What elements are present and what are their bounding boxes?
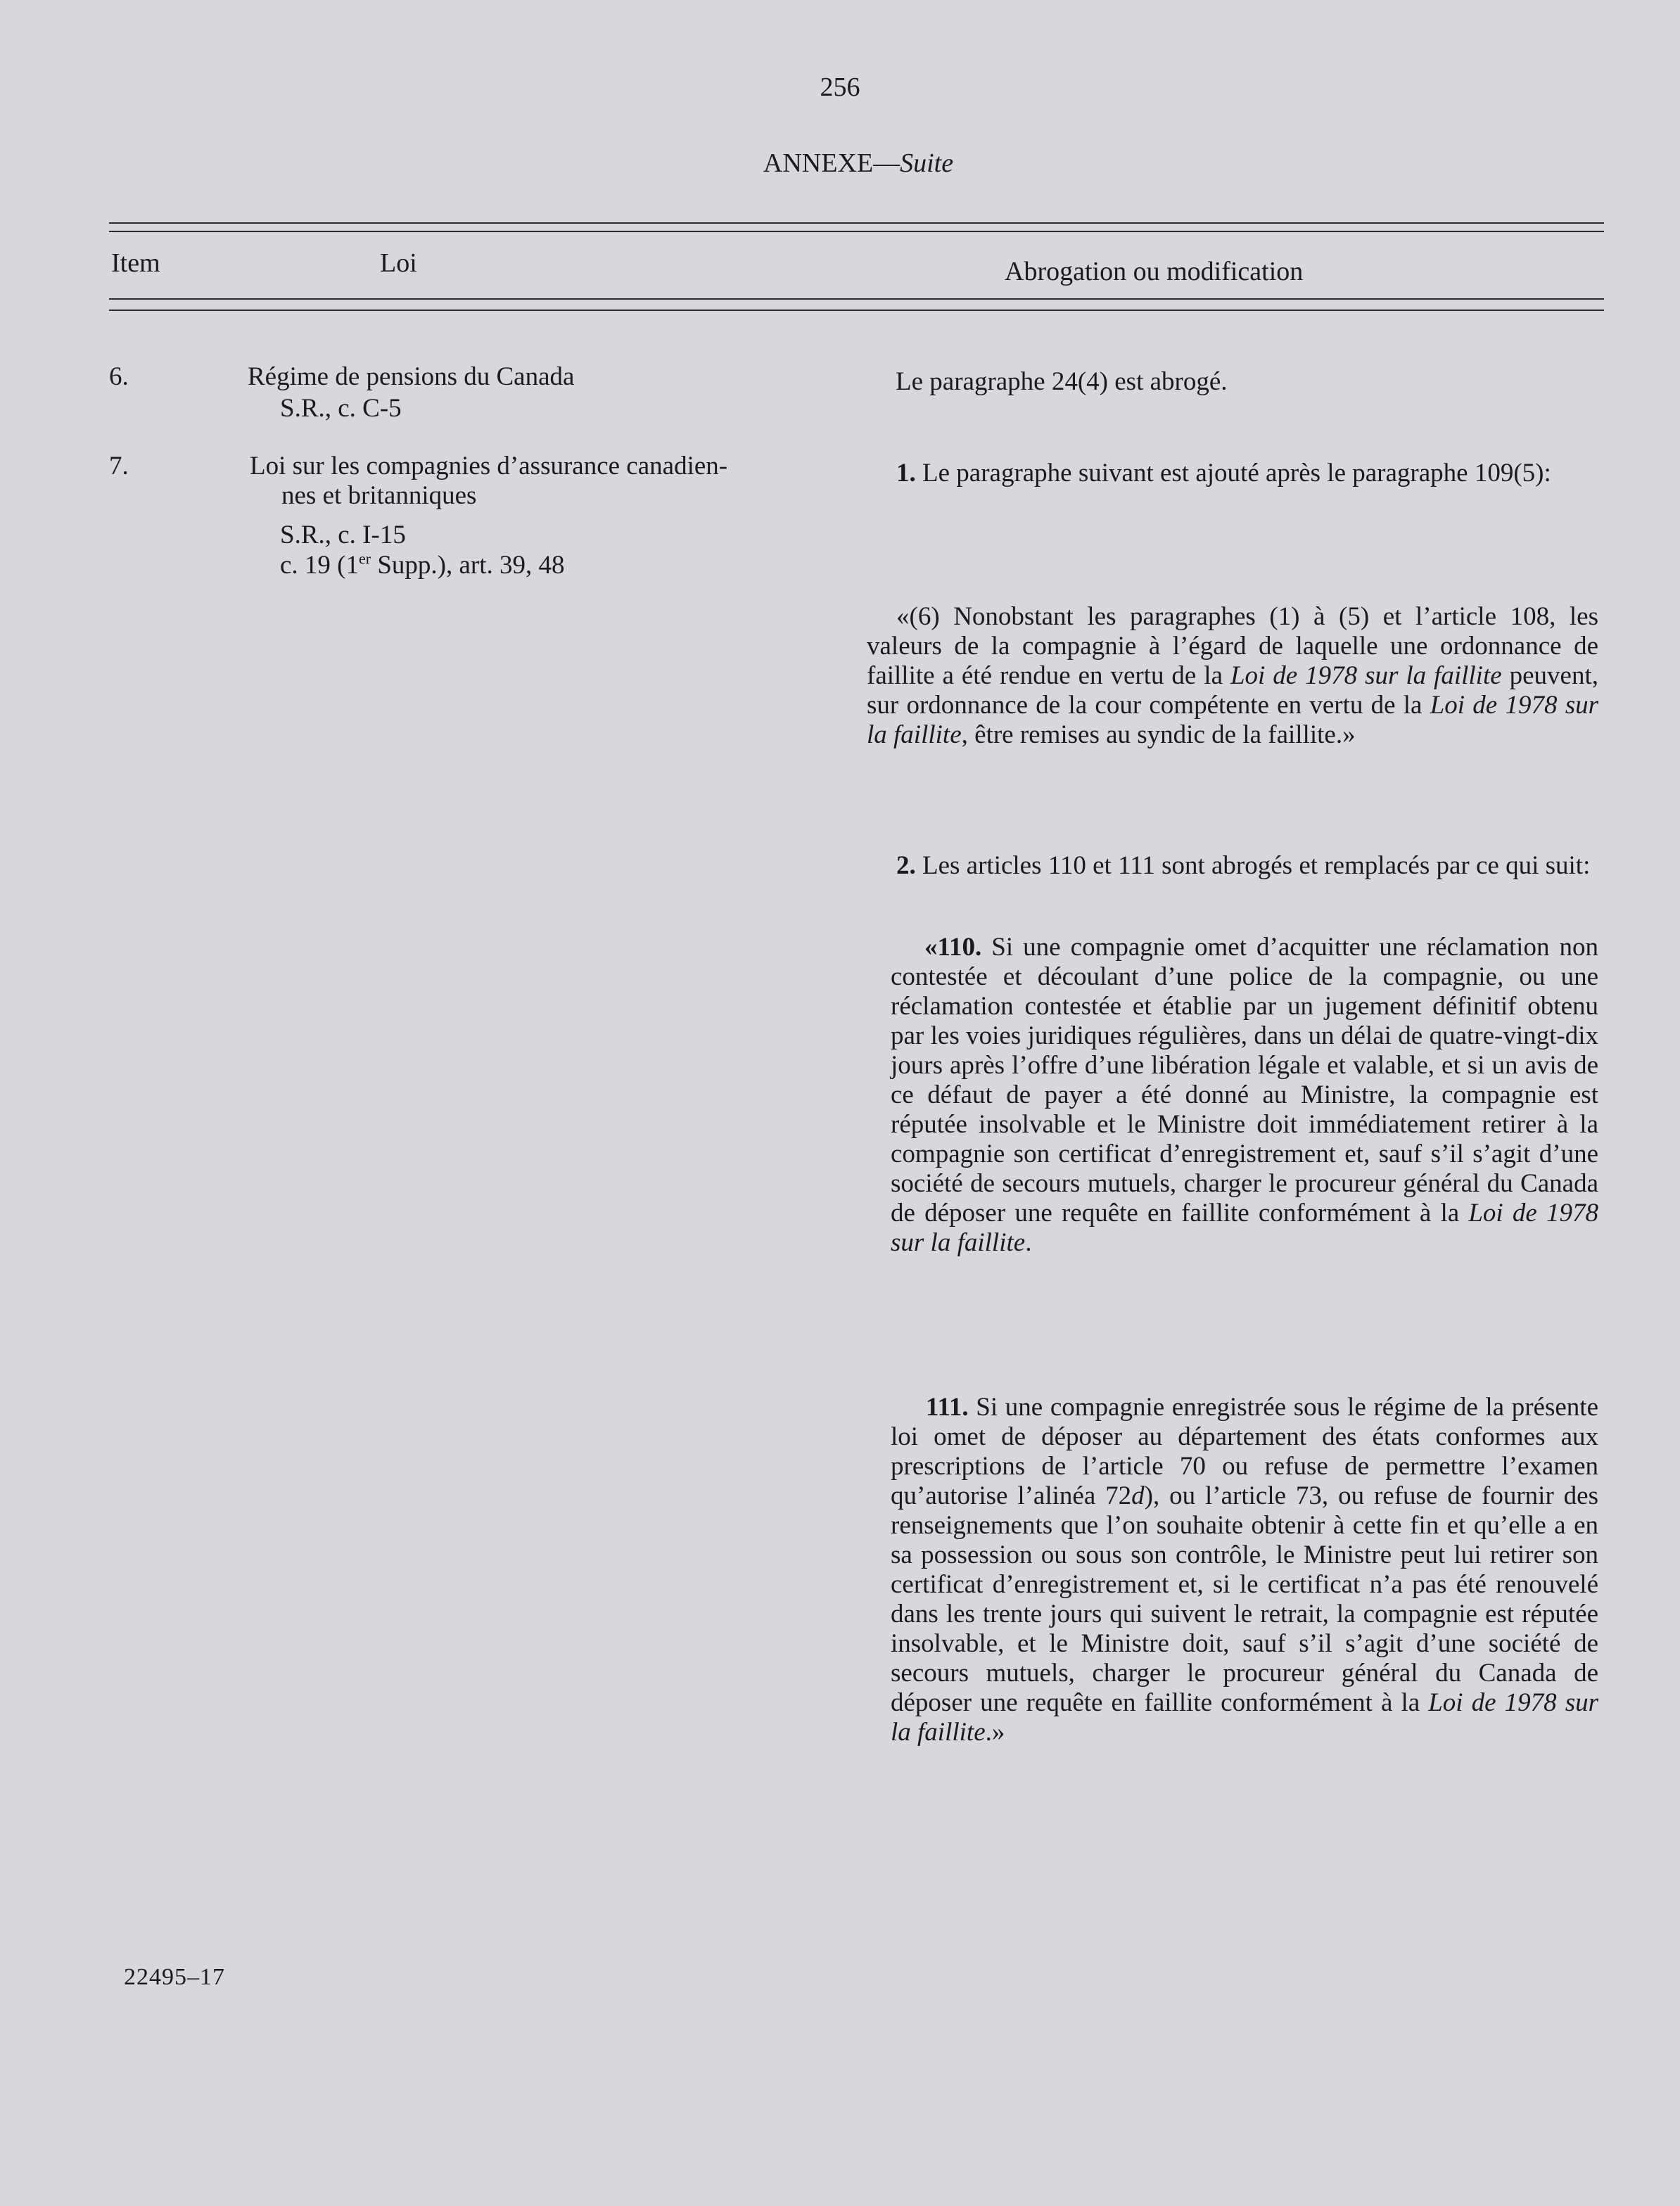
new-subsection-6: «(6) Nonobstant les paragraphes (1) à (5) et l’article 108, les valeurs de la compagnie à l’égard de laquelle une ordonnance de faillite a été rendue en vertu de la Loi de 1978 sur la faillite peuvent, sur ordonnance de la cour compétente en vertu de la Loi de 1978 sur la faillite, être remises au syndic de la faillite.» <box>867 602 1599 749</box>
law-citation: S.R., c. C-5 <box>280 394 402 423</box>
amendment-paragraph-1: 1. Le paragraphe suivant est ajouté après le paragraphe 109(5): <box>896 459 1551 487</box>
top-rule-1 <box>109 222 1604 224</box>
law-citation-amendment: c. 19 (1er Supp.), art. 39, 48 <box>280 549 565 580</box>
new-section-110: «110. Si une compagnie omet d’acquitter une réclamation non contestée et découlant d’une police de la compagnie, ou une réclamation contestée et établie par un jugement définitif obtenu par les voies juridiques régulières, dans un délai de quatre-vingt-dix jours après l’offre d’une libération légale et valable, et si un avis de ce défaut de payer a été donné au Ministre, la compagnie est réputée insolvable et le Ministre doit immédiatement retirer à la compagnie son certificat d’enregistrement et, sauf s’il s’agit d’une société de secours mutuels, charger le procureur général du Canada de déposer une requête en faillite conformément à la Loi de 1978 sur la faillite. <box>891 933 1599 1257</box>
column-header-item: Item <box>111 248 160 278</box>
top-rule-2 <box>109 231 1604 232</box>
footer-code: 22495–17 <box>124 1964 225 1990</box>
row-number: 6. <box>109 362 129 391</box>
running-title: ANNEXE—Suite <box>763 148 954 178</box>
law-title-continued: nes et britanniques <box>281 481 477 510</box>
amendment-text: Le paragraphe 24(4) est abrogé. <box>896 367 1228 396</box>
header-rule-2 <box>109 310 1604 311</box>
page-number: 256 <box>820 72 860 102</box>
law-title: Régime de pensions du Canada <box>248 362 575 391</box>
column-header-law: Loi <box>380 248 417 278</box>
row-number: 7. <box>109 452 129 480</box>
amendment-paragraph-2: 2. Les articles 110 et 111 sont abrogés et remplacés par ce qui suit: <box>896 851 1591 880</box>
column-header-action: Abrogation ou modification <box>1005 257 1304 286</box>
law-title: Loi sur les compagnies d’assurance canadien- <box>250 452 728 480</box>
header-rule-1 <box>109 298 1604 300</box>
new-section-111: 111. Si une compagnie enregistrée sous le régime de la présente loi omet de déposer au département des états conformes aux prescriptions de l’article 70 ou refuse de permettre l’examen qu’autorise l’alinéa 72d), ou l’article 73, ou refuse de fournir des renseignements que l’on souhaite obtenir à cette fin et qu’elle a en sa possession ou sous son contrôle, le Ministre peut lui retirer son certificat d’enregistrement et, si le certificat n’a pas été renouvelé dans les trente jours qui suivent le retrait, la compagnie est réputée insolvable, et le Ministre doit, sauf s’il s’agit d’une société de secours mutuels, charger le procureur général du Canada de déposer une requête en faillite conformément à la Loi de 1978 sur la faillite.» <box>891 1393 1599 1747</box>
law-citation: S.R., c. I-15 <box>280 521 406 549</box>
